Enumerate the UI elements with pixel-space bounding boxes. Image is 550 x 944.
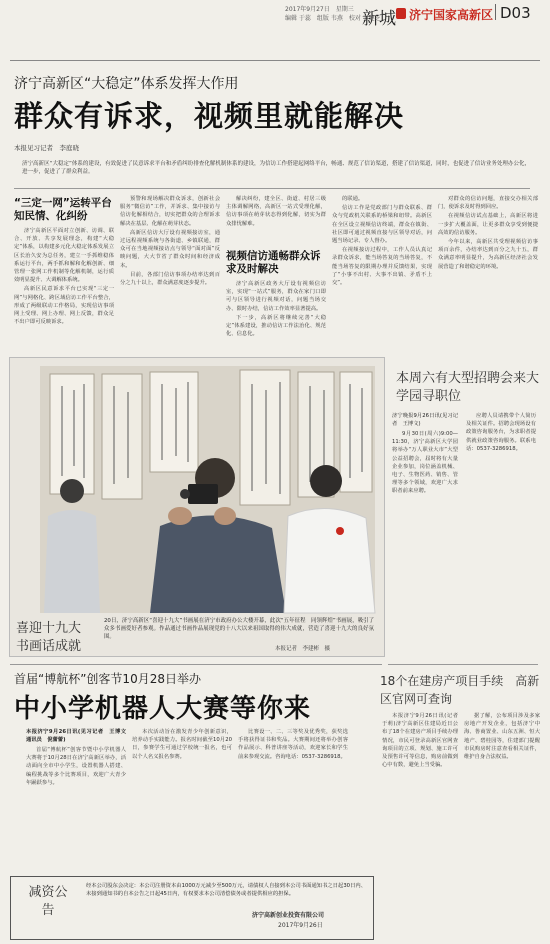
header-divider (495, 4, 496, 20)
robot-para: 本次活动旨在激发青少年创新意识，培养动手实践能力。报名时间截至10月20日，参赛学生可通过学校统一报名，也可以个人名义报名参赛。 (132, 729, 232, 760)
section-rule-right (388, 664, 538, 665)
summary-rule (14, 188, 530, 189)
lead-byline: 本报见习记者 李庭晓 (14, 144, 79, 152)
exhibition-photo (40, 366, 375, 613)
lead-col4-para: 信访工作是党政部门与群众联系、群众与党政机关联系的桥梁和纽带。高新区在全区设立视频信访终端，群众在镇街、社区即可通过视频直接与区领导对话，问题当场记录、专人督办。 (332, 205, 432, 245)
lead-col4-para: 在视频接访过程中，工作人员认真记录群众诉求，能当场答复的当场答复，不能当场答复的限期办理并反馈结果，实现了“小事不出村、大事不出镇、矛盾不上交”。 (332, 247, 432, 287)
lead-col1-para: 济宁高新区平面对立创新、访调、联合、开放、共享发展理念，构建“大稳定”体系，以构建多元化大稳定体系发展立区长治久安为总任务，建立一手抓维稳体系运行平台，两手抓和解和化解创新、细管理一张网工作机制等化解机制，运行质效明显提升、大调解体系统。 (14, 228, 114, 284)
realestate-column-2 (464, 712, 540, 937)
lead-subhead-2: 视频信访通畅群众诉求及时解决 (226, 250, 321, 275)
notice-label: 减资公告 (28, 885, 68, 918)
jobs-para: 应聘人员请携带个人简历及相关证件。招聘会现场设有政策咨询服务台，为求职者提供就业政策咨询服务。联系电话：0537-3286918。 (466, 413, 536, 452)
lead-col5-para: 在视频信访试点基础上，高新区将进一步扩大覆盖面，让更多群众享受到便捷高效的信访服务。 (438, 213, 538, 236)
lead-column-3a (226, 195, 326, 247)
robot-byline: 本报济宁9月26日讯(见习记者 王博文 通讯员 倪蕾蕾) (26, 729, 132, 744)
lead-col5-para: 对群众的信访问题，直接交办相关部门，使诉求及时得到回应。 (438, 196, 538, 211)
robot-para: 比赛设一、二、三等奖及优秀奖，获奖选手将获得证书和奖品。大赛期间还将举办创客作品展示、科普讲座等活动，欢迎家长和学生前来参观交流。咨询电话：0537-3286918。 (238, 729, 348, 760)
jobs-column-2 (466, 412, 536, 655)
jobs-byline: 济宁晚报9月26日讯(见习记者 王博文) (392, 413, 458, 428)
brand-name: 济宁国家高新区 (409, 8, 494, 22)
lead-col3-para: 下一步，高新区将继续完善“大稳定”体系建设，推动信访工作法治化、规范化、信息化。 (226, 314, 326, 338)
page-editors: 编辑 于蕊 组版 韦燕 校对 王建芝 (285, 15, 381, 22)
lead-col1-para: 高新区民意诉求平台已实现“三定一网”与网格化、跨区域信访工作平台整合，形成了两级联动工作格局，实现信访事项网上受理、网上办理、网上反馈，群众足不出户即可反映诉求。 (14, 286, 114, 326)
page-number: D03 (500, 4, 531, 22)
lead-headline: 群众有诉求，视频里就能解决 (14, 99, 405, 133)
lead-kicker: 济宁高新区“大稳定”体系发挥大作用 (14, 76, 239, 92)
lead-summary: 济宁高新区“大稳定”体系的建设，有效促进了民意诉求平台和矛盾纠纷排查化解机制体系的建设，为信访工作搭建起网络平台，畅通、规范了信访渠道，搭建了信访渠道，同时，也促进了信访业务处理办公化，进一步，促进了了群众利益。 (22, 161, 530, 176)
section-name: 新城 (362, 9, 396, 29)
lead-column-1 (14, 227, 114, 347)
notice-company: 济宁高新创业投资有限公司 (252, 912, 325, 919)
jobs-column-1 (392, 430, 458, 655)
lead-column-5 (438, 195, 538, 347)
jobs-para: 9月30日(周六)9:00—11:30，济宁高新区大学园将举办“万人职业大市”大型公益招聘会，届时将有大量企业参加，岗位涵盖机械、电子、生物医药、销售、管理等多个领域，欢迎广大求职者前来应聘。 (392, 431, 458, 495)
lead-column-4 (332, 195, 432, 347)
lead-col2-para: 高新区信访大厅设有视频接访室，通过远程视频系统与各街道、乡镇联通，群众可在当地视频接访点与领导“面对面”反映问题，大大节省了群众时间和经济成本。 (120, 229, 220, 269)
realestate-column-1 (382, 712, 464, 937)
lead-subhead-1: “三定一网”运转平台知民情、化纠纷 (14, 197, 112, 222)
notice-text: 经本公司股东会决定：本公司注册资本由1000万元减少至500万元，请债权人自接到本公司书面通知书之日起30日内、未接到通知书的自本公告之日起45日内，有权要求本公司清偿债务或者提供相应的担保。 (86, 883, 366, 898)
section-rule-left (10, 664, 382, 665)
lead-col3-para: 济宁高新区政务大厅设有视频信访室，实现“一站式”服务，群众在家门口即可与区领导进行视频对话，问题当场交办、限时办结，信访工作效率显著提高。 (226, 281, 326, 312)
photo-side-headline: 喜迎十九大 书画话成就 (16, 621, 95, 654)
realestate-headline: 18个在建房产项目手续 高新区官网可查询 (380, 674, 540, 706)
notice-date: 2017年9月26日 (278, 922, 323, 929)
realestate-para: 据了解，公布项目涉及多家房地产开发企业，包括济宁中海、鲁商置业、山东五洲、恒大地产、碧桂园等，住建部门提醒市民购房时注意查看相关证件，维护自身合法权益。 (464, 713, 540, 761)
lead-col4-para: 的联通。 (342, 196, 364, 202)
lead-col5-para: 今年以来，高新区共受理视频信访事项百余件，办结率达到百分之九十五，群众满意率明显提升，为高新区经济社会发展营造了和谐稳定的环境。 (438, 239, 538, 270)
lead-col3-para: 解决纠纷，建全区、街道、村居三级主体调解网络，高新区一站式受理化解，信访事项在萌芽状态得到化解，切实为群众排忧解难。 (226, 196, 326, 227)
lead-column-3b (226, 280, 326, 347)
header-rule (10, 60, 540, 61)
issue-date: 2017年9月27日 星期三 (285, 6, 354, 13)
robot-column-2 (132, 728, 232, 870)
brand-mark-icon (396, 8, 406, 19)
robot-column-3 (238, 728, 348, 870)
lead-column-2 (120, 195, 220, 347)
lead-col2-para: 目前，各部门信访事项办结率达到百分之九十以上，群众满意度逐步提升。 (120, 271, 220, 287)
robot-kicker: 首届“博航杯”创客节10月28日举办 (14, 672, 201, 686)
photographer-credit: 本报记者 李建彬 摄 (275, 646, 331, 652)
jobs-headline: 本周六有大型招聘会来大学园寻职位 (396, 371, 540, 404)
robot-column-1 (26, 746, 126, 870)
robot-headline: 中小学机器人大赛等你来 (14, 694, 312, 724)
photo-caption: 20日，济宁高新区“喜迎十九大”书画展在济宁市政府办公大楼开幕，此次“五年征程 同领辉煌”书画展，吸引了众多书画爱好者参观。作品通过书画作品展现党的十八大以来祖国取得的伟大成就，营造了喜迎十九大的良好氛围。 (104, 618, 374, 641)
realestate-para: 本报济宁9月26日讯(记者 于莉)济宁高新区住建局近日公布了18个在建房产项目手续办理情况，市民可登录高新区官网查询项目的立项、规划、施工许可及预售许可等信息，购房前做到心中有数，避免上当受骗。 (382, 713, 464, 769)
robot-para: 首届“博航杯”创客节暨中小学机器人大赛将于10月28日在济宁高新区举办，活动面向全市中小学生，设置机器人搭建、编程挑战等多个比赛项目，欢迎广大青少年踊跃参与。 (26, 747, 126, 786)
lead-col2-para: 预警和现场解决群众诉求，创新社会服务“微信访”工作，并诉求、集中接访与信访化解相结合，切实把群众的合理诉求解决在基层、化解在萌芽状态。 (120, 196, 220, 227)
